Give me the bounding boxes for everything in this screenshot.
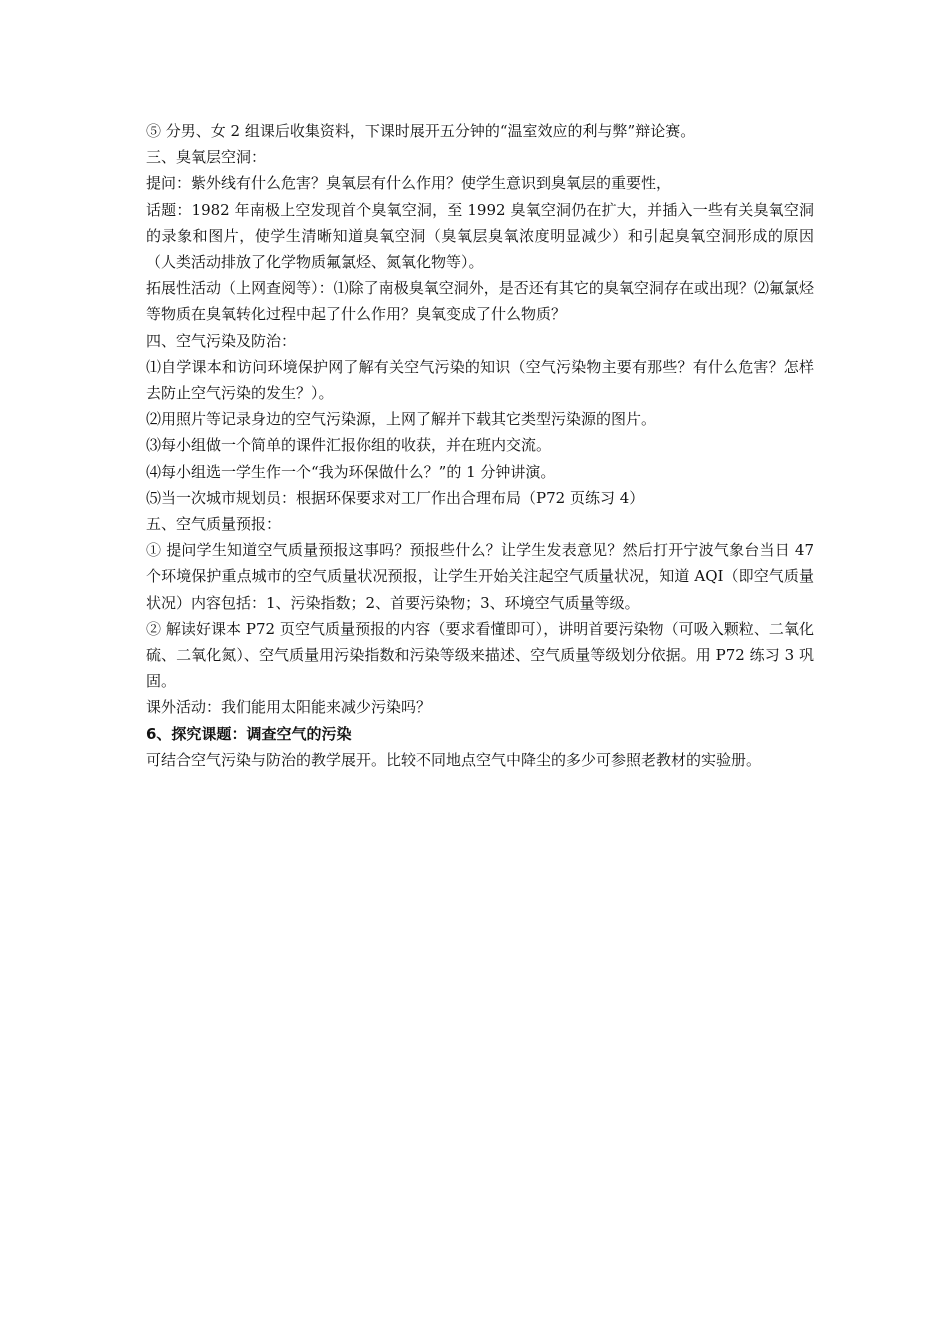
outdoor-activity-paragraph: 课外活动：我们能用太阳能来减少污染吗？ <box>146 698 432 717</box>
section-heading-air-quality-forecast: 五、空气质量预报： <box>146 515 282 534</box>
forecast-item-2: ② 解读好课本 P72 页空气质量预报的内容（要求看懂即可），讲明首要污染物（可吸入颗粒、二氧化硫、二氧化氮）、空气质量用污染指数和污染等级来描述、空气质量等级划分依据。用 P72 练习 3 巩固。 <box>146 619 814 691</box>
debate-assignment-paragraph: ⑤ 分男、女 2 组课后收集资料，下课时展开五分钟的“温室效应的利与弊”辩论赛。 <box>146 122 696 140</box>
section-heading-ozone-hole: 三、臭氧层空洞： <box>146 148 267 167</box>
section-heading-air-pollution: 四、空气污染及防治： <box>146 331 297 350</box>
list-item-3: ⑶每小组做一个简单的课件汇报你组的收获，并在班内交流。 <box>146 436 552 455</box>
list-item-1: ⑴自学课本和访问环境保护网了解有关空气污染的知识（空气污染物主要有那些？有什么危害？怎样去防止空气污染的发生？）。 <box>146 357 814 403</box>
topic-paragraph: 话题：1982 年南极上空发现首个臭氧空洞，至 1992 臭氧空洞仍在扩大，并插入一些有关臭氧空洞的录象和图片，使学生清晰知道臭氧空洞（臭氧层臭氧浓度明显减少）和引起臭氧空洞形成的原因（人类活动排放了化学物质氟氯烃、氮氧化物等）。 <box>146 200 814 272</box>
extension-activity-paragraph: 拓展性活动（上网查阅等）：⑴除了南极臭氧空洞外，是否还有其它的臭氧空洞存在或出现？⑵氟氯烃等物质在臭氧转化过程中起了什么作用？臭氧变成了什么物质？ <box>146 279 814 324</box>
forecast-item-1: ① 提问学生知道空气质量预报这事吗？预报些什么？让学生发表意见？然后打开宁波气象台当日 47 个环境保护重点城市的空气质量状况预报，让学生开始关注起空气质量状况，知道 AQI（即空气质量状况）内容包括：1、污染指数；2、首要污染物；3、环境空气质量等级。 <box>146 541 814 612</box>
inquiry-topic-heading: 6、探究课题：调查空气的污染 <box>146 724 352 743</box>
list-item-2: ⑵用照片等记录身边的空气污染源，上网了解并下载其它类型污染源的图片。 <box>146 410 657 429</box>
document-page <box>146 118 814 773</box>
list-item-5: ⑸当一次城市规划员：根据环保要求对工厂作出合理布局（P72 页练习 4） <box>146 488 645 507</box>
list-item-4: ⑷每小组选一学生作一个“我为环保做什么？”的 1 分钟讲演。 <box>146 462 556 481</box>
question-paragraph: 提问：紫外线有什么危害？臭氧层有什么作用？使学生意识到臭氧层的重要性， <box>146 174 672 193</box>
inquiry-topic-paragraph: 可结合空气污染与防治的教学展开。比较不同地点空气中降尘的多少可参照老教材的实验册。 <box>146 750 762 769</box>
